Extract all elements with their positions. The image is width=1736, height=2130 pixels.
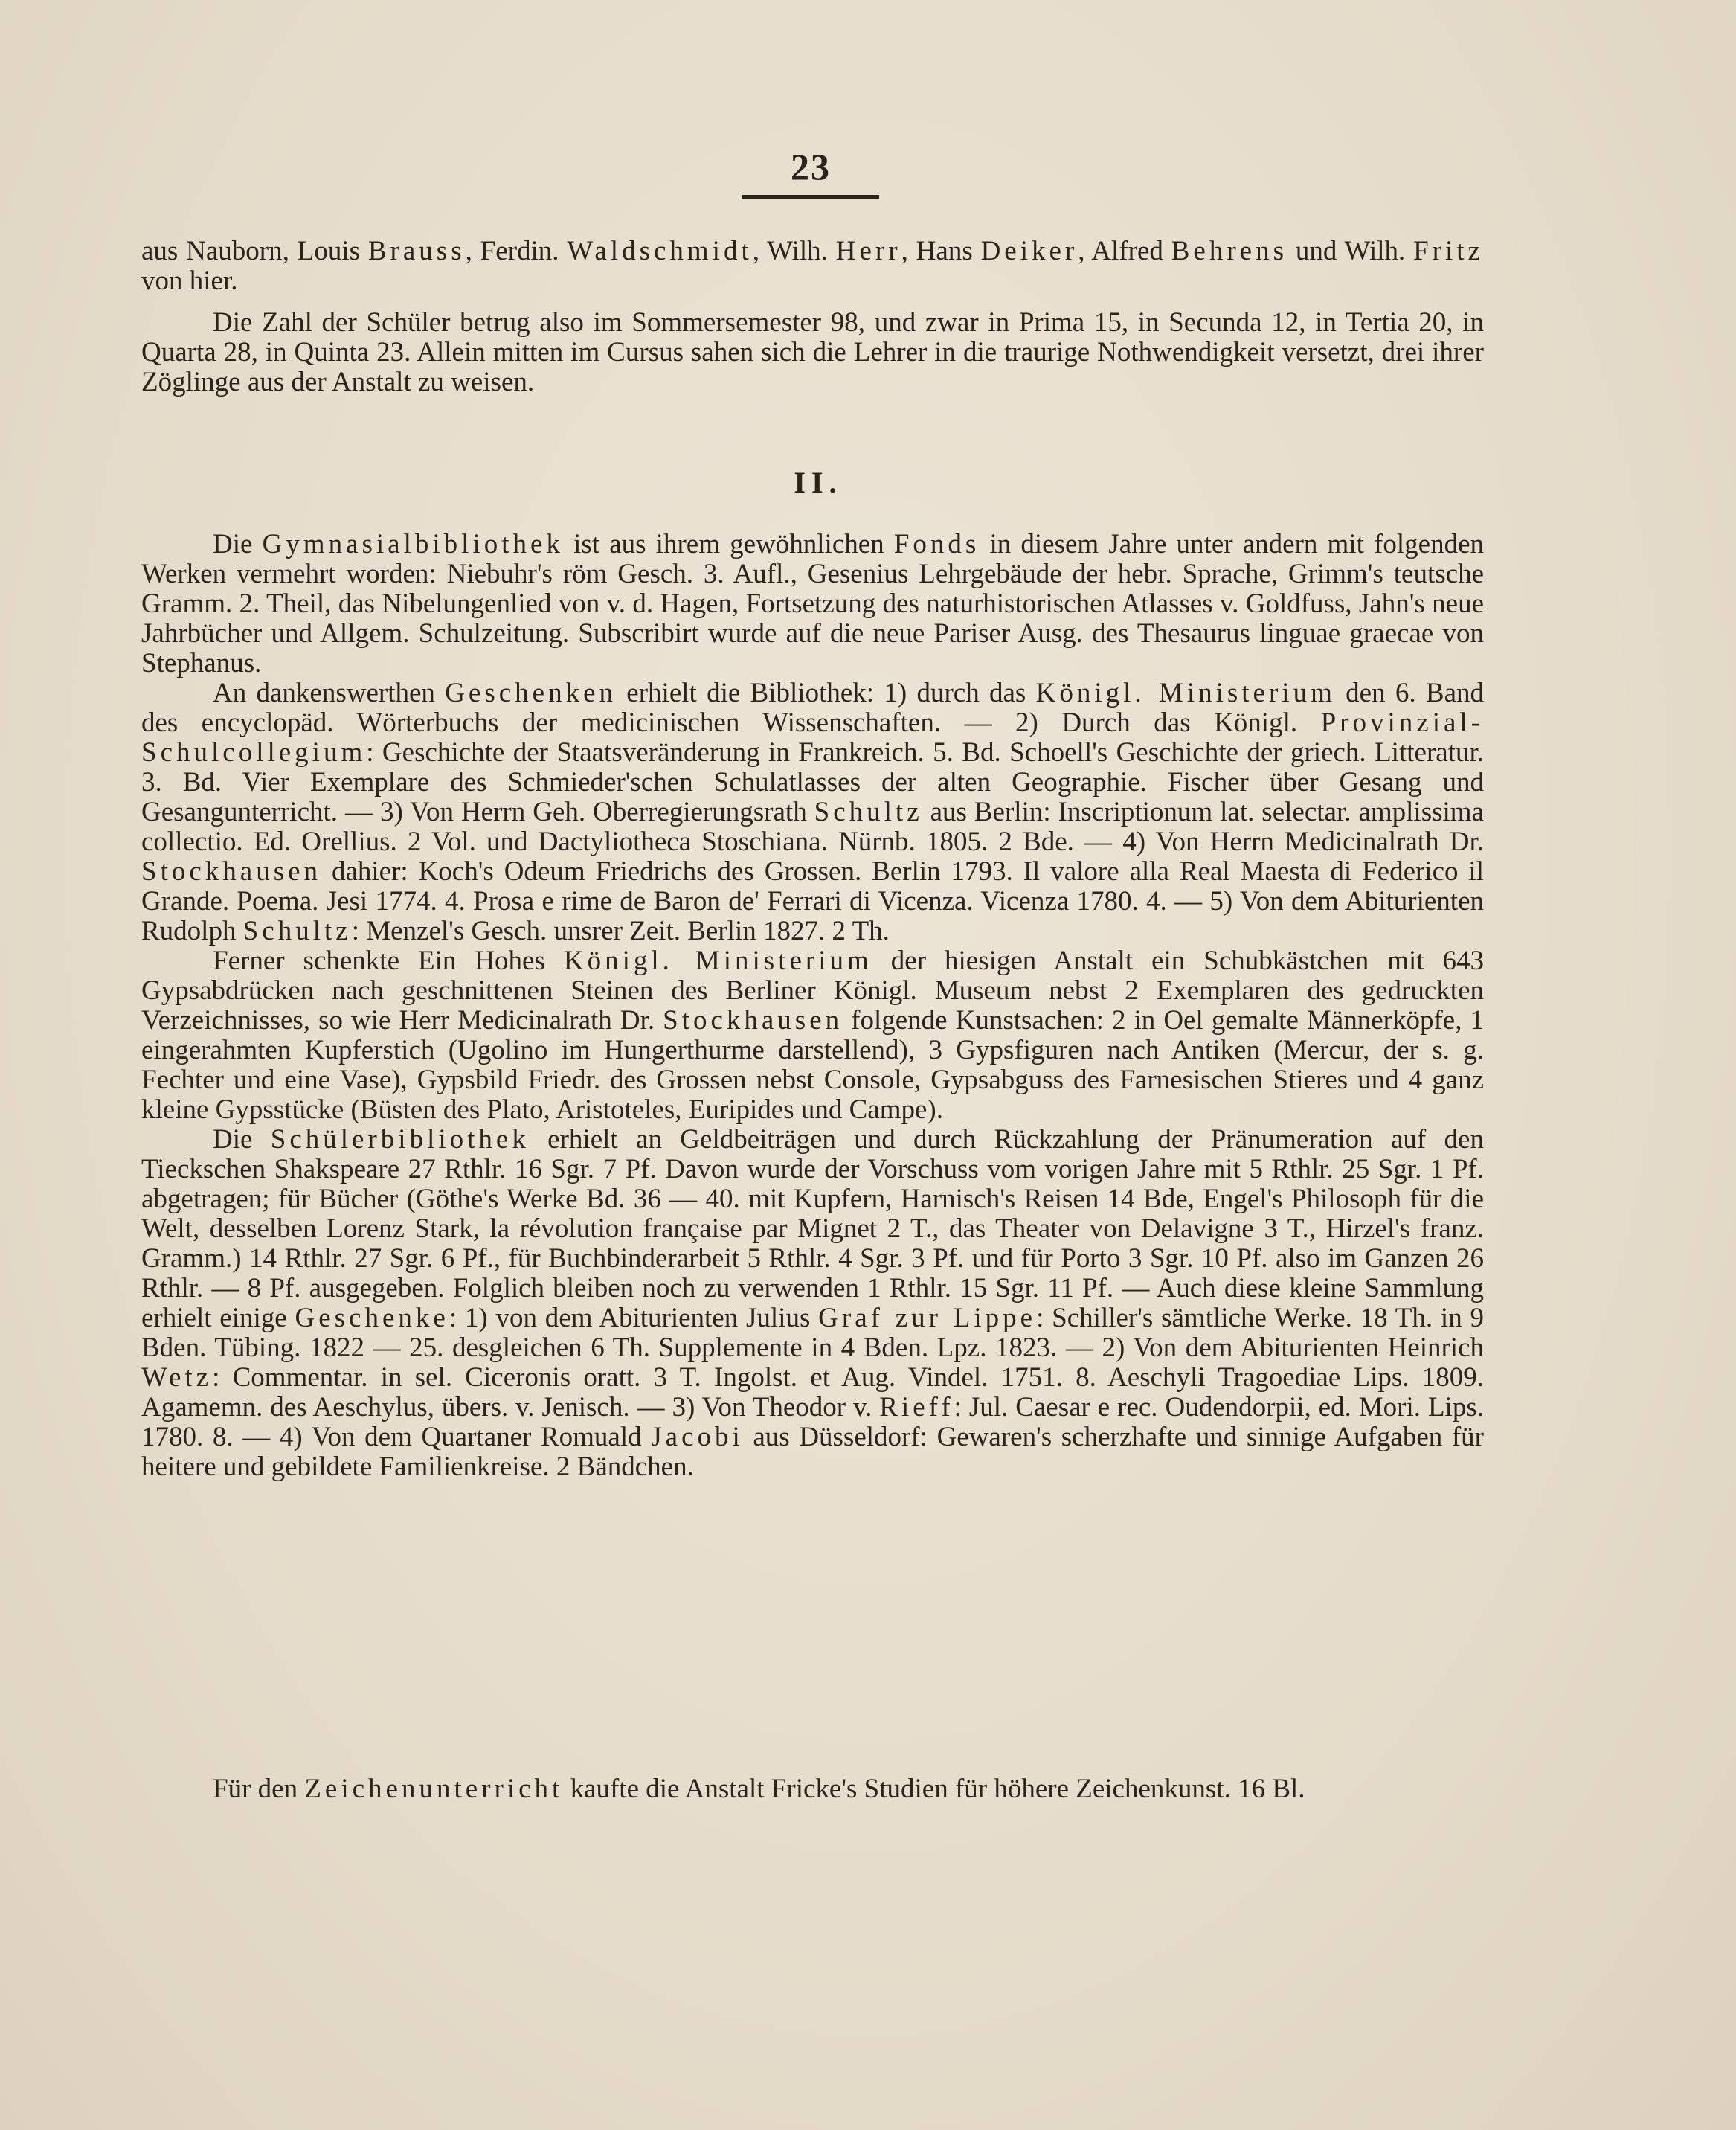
name-waldschmidt: Waldschmidt — [567, 236, 753, 266]
name-deiker: Deiker — [980, 236, 1078, 266]
section-heading: II. — [794, 466, 843, 499]
name-fritz: Fritz — [1413, 236, 1485, 266]
name-brauss: Brauss — [367, 236, 466, 266]
page-number-rule — [742, 195, 879, 199]
intro-block — [141, 237, 1484, 397]
library-paragraph-2: An dankenswerthen Geschenken erhielt die Bibliothek: 1) durch das Königl. Ministerium den 6. Band des encyclopäd. Wörterbuchs der medicinischen Wissenschaften. — 2) Durch das Königl. Provinzial-Schulcollegium: Geschichte der Staatsveränderung in Frankreich. 5. Bd. Schoell's Geschichte der griech. Litteratur. 3. Bd. Vier Exemplare des Schmieder'schen Schulatlasses der alten Geographie. Fischer über Gesang und Gesangunterricht. — 3) Von Herrn Geh. Oberregierungsrath Schultz aus Berlin: Inscriptionum lat. selectar. amplissima collectio. Ed. Orellius. 2 Vol. und Dactyliotheca Stoschiana. Nürnb. 1805. 2 Bde. — 4) Von Herrn Medicinalrath Dr. Stockhausen dahier: Koch's Odeum Friedrichs des Grossen. Berlin 1793. Il valore alla Real Maesta di Federico il Grande. Poema. Jesi 1774. 4. Prosa e rime de Baron de' Ferrari di Vicenza. Vicenza 1780. 4. — 5) Von dem Abiturienten Rudolph Schultz: Menzel's Gesch. unsrer Zeit. Berlin 1827. 2 Th. — [141, 678, 1484, 946]
library-section — [141, 530, 1484, 1482]
library-paragraph-1: Die Gymnasialbibliothek ist aus ihrem gewöhnlichen Fonds in diesem Jahre unter andern mit folgenden Werken vermehrt worden: Niebuhr's röm Gesch. 3. Aufl., Gesenius Lehrgebäude der hebr. Sprache, Grimm's teutsche Gramm. 2. Theil, das Nibelungenlied von v. d. Hagen, Fortsetzung des naturhistorischen Atlasses v. Goldfuss, Jahn's neue Jahrbücher und Allgem. Schulzeitung. Subscribirt wurde auf die neue Pariser Ausg. des Thesaurus linguae graecae von Stephanus. — [141, 529, 1484, 679]
students-paragraph: Die Zahl der Schüler betrug also im Sommersemester 98, und zwar in Prima 15, in Secunda 12, in Tertia 20, in Quarta 28, in Quinta 23. Allein mitten im Cursus sahen sich die Lehrer in die traurige Nothwendigkeit versetzt, drei ihrer Zöglinge aus der Anstalt zu weisen. — [141, 307, 1484, 397]
library-paragraph-4: Die Schülerbibliothek erhielt an Geldbeiträgen und durch Rückzahlung der Pränumeration auf den Tieckschen Shakspeare 27 Rthlr. 16 Sgr. 7 Pf. Davon wurde der Vorschuss vom vorigen Jahre mit 5 Rthlr. 25 Sgr. 1 Pf. abgetragen; für Bücher (Göthe's Werke Bd. 36 — 40. mit Kupfern, Harnisch's Reisen 14 Bde, Engel's Philosoph für die Welt, desselben Lorenz Stark, la révolution française par Mignet 2 T., das Theater von Delavigne 3 T., Hirzel's franz. Gramm.) 14 Rthlr. 27 Sgr. 6 Pf., für Buchbinderarbeit 5 Rthlr. 4 Sgr. 3 Pf. und für Porto 3 Sgr. 10 Pf. also im Ganzen 26 Rthlr. — 8 Pf. ausgegeben. Folglich bleiben noch zu verwenden 1 Rthlr. 15 Sgr. 11 Pf. — Auch diese kleine Sammlung erhielt einige Geschenke: 1) von dem Abiturienten Julius Graf zur Lippe: Schiller's sämtliche Werke. 18 Th. in 9 Bden. Tübing. 1822 — 25. desgleichen 6 Th. Supplemente in 4 Bden. Lpz. 1823. — 2) Von dem Abiturienten Heinrich Wetz: Commentar. in sel. Ciceronis oratt. 3 T. Ingolst. et Aug. Vindel. 1751. 8. Aeschyli Tragoediae Lips. 1809. Agamemn. des Aeschylus, übers. v. Jenisch. — 3) Von Theodor v. Rieff: Jul. Caesar e rec. Oudendorpii, ed. Mori. Lips. 1780. 8. — 4) Von dem Quartaner Romuald Jacobi aus Düsseldorf: Gewaren's scherzhafte und sinnige Aufgaben für heitere und gebildete Familienkreise. 2 Bändchen. — [141, 1124, 1484, 1482]
page-number: 23 — [791, 146, 831, 187]
drawing-section — [141, 1774, 1484, 1804]
name-behrens: Behrens — [1171, 236, 1287, 266]
library-paragraph-3: Ferner schenkte Ein Hohes Königl. Ministerium der hiesigen Anstalt ein Schubkästchen mit 643 Gypsabdrücken nach geschnittenen Steinen des Berliner Königl. Museum nebst 2 Exemplaren des gedruckten Verzeichnisses, so wie Herr Medicinalrath Dr. Stockhausen folgende Kunstsachen: 2 in Oel gemalte Männerköpfe, 1 eingerahmten Kupferstich (Ugolino im Hungerthurme darstellend), 3 Gypsfiguren nach Antiken (Mercur, der s. g. Fechter und eine Vase), Gypsbild Friedr. des Grossen nebst Console, Gypsabguss des Farnesischen Stieres und 4 ganz kleine Gypsstücke (Büsten des Plato, Aristoteles, Euripides und Campe). — [141, 946, 1484, 1125]
name-herr: Herr — [835, 236, 901, 266]
intro-names-paragraph: aus Nauborn, Louis Brauss, Ferdin. Waldschmidt, Wilh. Herr, Hans Deiker, Alfred Behrens und Wilh. Fritz von hier. — [141, 236, 1485, 296]
drawing-paragraph: Für den Zeichenunterricht kaufte die Anstalt Fricke's Studien für höhere Zeichenkunst. 16 Bl. — [213, 1774, 1305, 1804]
